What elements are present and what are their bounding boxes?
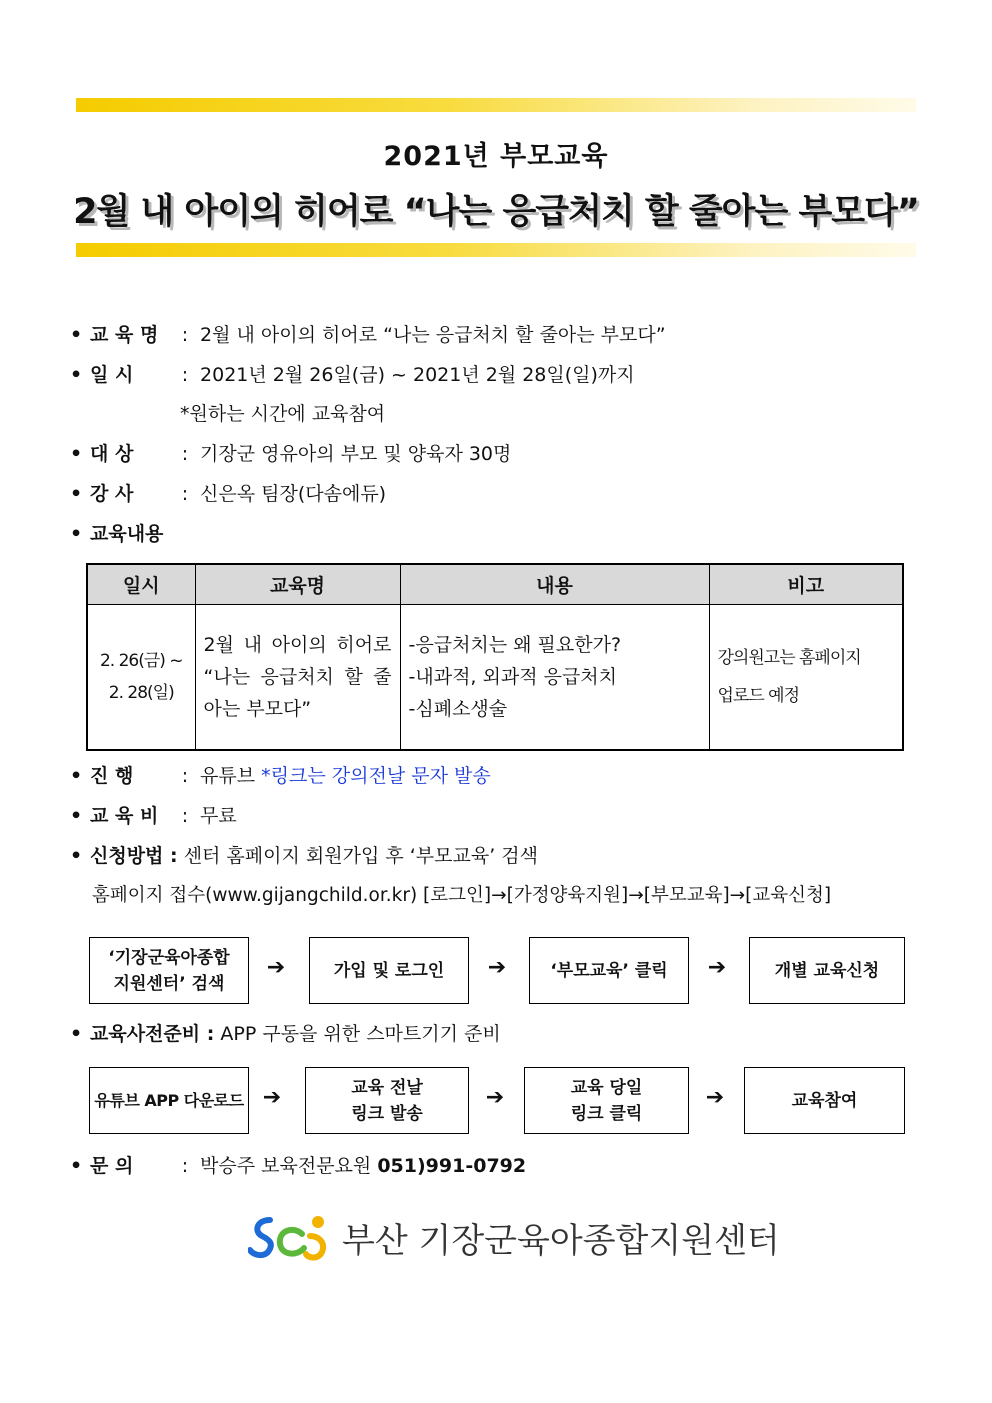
info-key: 교 육 비	[90, 805, 159, 827]
info-value: 박승주 보육전문요원	[200, 1155, 372, 1177]
table-header-row	[87, 564, 903, 604]
info-value: 유튜브	[200, 765, 256, 787]
info-value: 무료	[200, 805, 237, 827]
table-cell-content	[400, 604, 709, 750]
note-line: 업로드 예정	[717, 685, 800, 706]
flow2-step-link-sent	[305, 1067, 469, 1134]
date-line: 2. 26(금) ~	[99, 650, 183, 671]
info-progress-note: *링크는 강의전날 문자 발송	[261, 765, 491, 787]
education-table	[86, 563, 904, 751]
flow1-step-apply	[749, 937, 905, 1004]
step-line: ‘기장군육아종합	[108, 947, 230, 968]
info-value: 신은옥 팀장(다솜에듀)	[200, 483, 387, 505]
table-cell-note	[709, 604, 903, 750]
info-schedule-note: *원하는 시간에 교육참여	[180, 403, 386, 425]
content-item: -내과적, 외과적 응급처치	[408, 665, 618, 688]
arrow-right-icon: ➔	[705, 1085, 725, 1110]
doc-subtitle: 2021년 부모교육	[383, 141, 609, 172]
info-key: 교육사전준비 :	[90, 1023, 215, 1045]
step-line: 링크 클릭	[570, 1103, 643, 1124]
flow2-step-download	[89, 1067, 249, 1134]
arrow-right-icon: ➔	[485, 1085, 505, 1110]
step-line: 교육참여	[791, 1090, 858, 1111]
bullet: •	[70, 483, 83, 505]
info-phone: 051)991-0792	[377, 1155, 527, 1177]
bullet: •	[70, 1023, 83, 1045]
step-line: 지원센터’ 검색	[113, 973, 225, 994]
bullet: •	[70, 805, 83, 827]
arrow-right-icon: ➔	[707, 955, 727, 980]
header-top-bar	[76, 98, 916, 112]
arrow-right-icon: ➔	[487, 955, 507, 980]
info-key: 신청방법 :	[90, 845, 178, 867]
flow1-step-click	[529, 937, 689, 1004]
info-key: 교육내용	[90, 523, 164, 545]
info-value: APP 구동을 위한 스마트기기 준비	[220, 1023, 501, 1045]
flow1-step-search	[89, 937, 249, 1004]
bullet: •	[70, 845, 83, 867]
step-line: ‘부모교육’ 클릭	[550, 960, 668, 981]
note-line: 강의원고는 홈페이지	[717, 647, 861, 668]
table-cell-name: 2월 내 아이의 히어로 “나는 응급처치 할 줄아는 부모다”	[195, 604, 400, 750]
step-line: 유튜브 APP 다운로드	[94, 1090, 244, 1110]
info-value: 기장군 영유아의 부모 및 양육자 30명	[200, 443, 512, 465]
table-header-cell: 교육명	[195, 564, 400, 604]
info-content-heading	[70, 521, 163, 547]
flow2-step-link-click	[524, 1067, 689, 1134]
arrow-right-icon: ➔	[262, 1085, 282, 1110]
info-key: 문 의	[90, 1155, 134, 1177]
org-logo	[248, 1212, 780, 1262]
step-line: 가입 및 로그인	[333, 960, 445, 981]
info-contact: • 문 의 : 박승주 보육전문요원 051)991-0792	[70, 1155, 527, 1177]
info-key: 대 상	[90, 443, 134, 465]
bullet: •	[70, 443, 83, 465]
table-header-cell: 내용	[400, 564, 709, 604]
info-key: 일 시	[90, 364, 134, 386]
info-fee: • 교 육 비 : 무료	[70, 805, 237, 827]
date-line: 2. 28(일)	[108, 682, 174, 703]
bullet: •	[70, 1155, 83, 1177]
info-value: 2월 내 아이의 히어로 “나는 응급처치 할 줄아는 부모다”	[200, 324, 666, 346]
org-logo-icon	[248, 1212, 332, 1262]
info-prep	[70, 1021, 501, 1047]
step-line: 교육 당일	[570, 1077, 643, 1098]
step-line: 교육 전날	[351, 1077, 423, 1098]
table-row	[87, 604, 903, 750]
table-header-cell: 비고	[709, 564, 903, 604]
flow1-step-login	[309, 937, 469, 1004]
table-cell-date	[87, 604, 195, 750]
info-key: 교 육 명	[90, 324, 159, 346]
arrow-right-icon: ➔	[266, 955, 286, 980]
info-lecturer: • 강 사 : 신은옥 팀장(다솜에듀)	[70, 483, 387, 505]
step-line: 개별 교육신청	[774, 960, 880, 981]
info-progress: • 진 행 : 유튜브 *링크는 강의전날 문자 발송	[70, 765, 491, 787]
bullet: •	[70, 523, 83, 545]
info-value: 센터 홈페이지 회원가입 후 ‘부모교육’ 검색	[183, 845, 538, 867]
flow2-step-participate	[744, 1067, 905, 1134]
info-edu-name: • 교 육 명 : 2월 내 아이의 히어로 “나는 응급처치 할 줄아는 부모다”	[70, 324, 666, 346]
bullet: •	[70, 324, 83, 346]
step-line: 링크 발송	[351, 1103, 423, 1124]
info-apply	[70, 843, 538, 869]
content-item: -심폐소생술	[408, 697, 508, 720]
doc-title: 2월 내 아이의 히어로 “나는 응급처치 할 줄아는 부모다”	[73, 192, 919, 232]
info-key: 강 사	[90, 483, 134, 505]
info-apply-path: 홈페이지 접수(www.gijangchild.or.kr) [로그인]→[가정양육지원]→[부모교육]→[교육신청]	[92, 885, 832, 906]
content-item: -응급처치는 왜 필요한가?	[408, 633, 622, 656]
bullet: •	[70, 364, 83, 386]
bullet: •	[70, 765, 83, 787]
info-key: 진 행	[90, 765, 134, 787]
table-header-cell: 일시	[87, 564, 195, 604]
info-schedule: • 일 시 : 2021년 2월 26일(금) ~ 2021년 2월 28일(일)까지	[70, 364, 635, 386]
org-name: 부산 기장군육아종합지원센터	[342, 1220, 780, 1261]
info-value: 2021년 2월 26일(금) ~ 2021년 2월 28일(일)까지	[200, 364, 635, 386]
header-bottom-bar	[76, 243, 916, 257]
info-target: • 대 상 : 기장군 영유아의 부모 및 양육자 30명	[70, 443, 512, 465]
